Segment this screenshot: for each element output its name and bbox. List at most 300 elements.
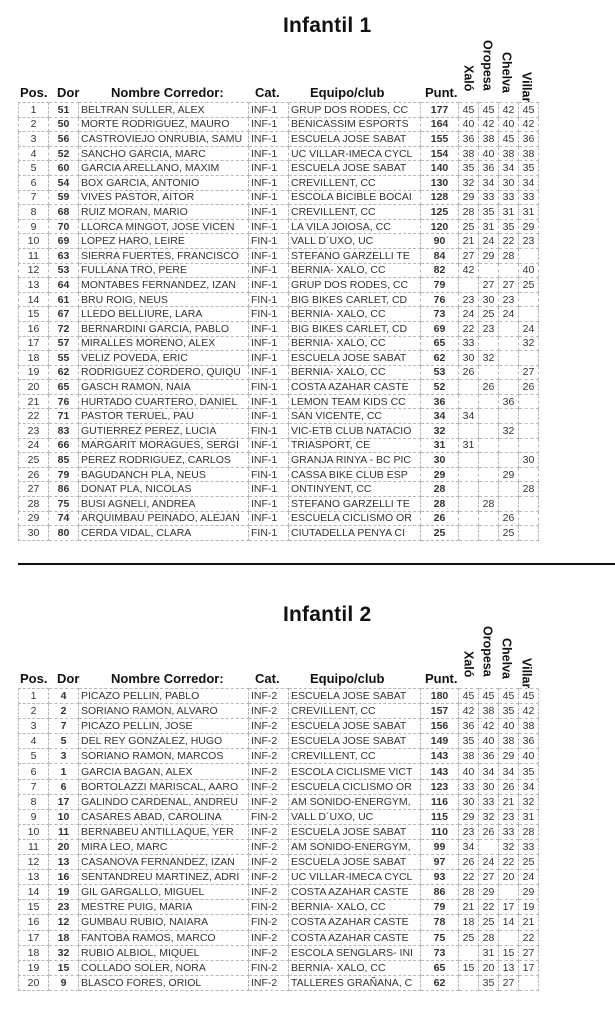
race-score-oropesa: 23 (479, 321, 499, 336)
race-score-oropesa: 29 (479, 248, 499, 263)
race-score-oropesa: 40 (479, 734, 499, 749)
bib-number-cell: 69 (49, 234, 79, 249)
race-score-xalo: 34 (459, 409, 479, 424)
position-cell: 19 (19, 960, 49, 975)
bib-number-cell: 16 (49, 870, 79, 885)
team-cell: BIG BIKES CARLET, CD (289, 321, 421, 336)
team-cell: AM SONIDO-ENERGYM, (289, 794, 421, 809)
race-score-oropesa (479, 365, 499, 380)
bib-number-cell: 80 (49, 526, 79, 541)
race-score-villar: 31 (519, 809, 539, 824)
table-row (19, 482, 539, 497)
team-cell: LEMON TEAM KIDS CC (289, 394, 421, 409)
race-score-xalo (459, 526, 479, 541)
team-cell: STEFANO GARZELLI TE (289, 497, 421, 512)
team-cell: ESCOLA CICLISME VICT (289, 764, 421, 779)
rider-name-cell: VIVES PASTOR, AITOR (79, 190, 249, 205)
rider-name-cell: BELTRAN SULLER, ALEX (79, 103, 249, 118)
bib-number-cell: 20 (49, 839, 79, 854)
category-cell: INF-1 (249, 117, 289, 132)
race-score-oropesa: 25 (479, 307, 499, 322)
bib-number-cell: 56 (49, 132, 79, 147)
table-row (19, 117, 539, 132)
race-score-xalo: 32 (459, 175, 479, 190)
category-cell: INF-1 (249, 219, 289, 234)
race-score-oropesa (479, 526, 499, 541)
team-cell: COSTA AZAHAR CASTE (289, 915, 421, 930)
race-score-xalo: 23 (459, 292, 479, 307)
race-score-chelva: 40 (499, 117, 519, 132)
results-table (18, 102, 539, 541)
rider-name-cell: BORTOLAZZI MARISCAL, AARO (79, 779, 249, 794)
race-score-oropesa (479, 438, 499, 453)
team-cell: BERNIA- XALO, CC (289, 307, 421, 322)
race-score-chelva (499, 351, 519, 366)
team-cell: ESCUELA JOSE SABAT (289, 351, 421, 366)
bib-number-cell: 86 (49, 482, 79, 497)
race-score-villar: 36 (519, 132, 539, 147)
rider-name-cell: HURTADO CUARTERO, DANIEL (79, 394, 249, 409)
race-score-villar (519, 526, 539, 541)
points-cell: 120 (421, 219, 459, 234)
race-score-villar (519, 248, 539, 263)
bib-number-cell: 61 (49, 292, 79, 307)
rider-name-cell: SANCHO GARCIA, MARC (79, 146, 249, 161)
position-cell: 11 (19, 839, 49, 854)
rider-name-cell: ARQUIMBAU PEINADO, ALEJAN (79, 511, 249, 526)
race-score-villar: 25 (519, 855, 539, 870)
position-cell: 17 (19, 930, 49, 945)
bib-number-cell: 32 (49, 945, 79, 960)
bib-number-cell: 13 (49, 855, 79, 870)
rider-name-cell: LLEDO BELLIURE, LARA (79, 307, 249, 322)
position-cell: 9 (19, 809, 49, 824)
points-cell: 180 (421, 689, 459, 704)
rider-name-cell: BOX GARCIA, ANTONIO (79, 175, 249, 190)
race-score-villar: 32 (519, 794, 539, 809)
rider-name-cell: DEL REY GONZALEZ, HUGO (79, 734, 249, 749)
race-score-villar: 34 (519, 175, 539, 190)
race-score-villar: 28 (519, 824, 539, 839)
race-score-chelva: 45 (499, 132, 519, 147)
race-score-oropesa: 32 (479, 351, 499, 366)
race-score-xalo (459, 482, 479, 497)
race-score-chelva: 34 (499, 764, 519, 779)
position-cell: 23 (19, 424, 49, 439)
rider-name-cell: CERDA VIDAL, CLARA (79, 526, 249, 541)
team-cell: ESCUELA CICLISMO OR (289, 779, 421, 794)
position-cell: 20 (19, 975, 49, 990)
race-score-villar (519, 394, 539, 409)
race-score-xalo: 21 (459, 900, 479, 915)
race-score-oropesa (479, 394, 499, 409)
position-cell: 25 (19, 453, 49, 468)
rider-name-cell: PICAZO PELLIN, PABLO (79, 689, 249, 704)
points-cell: 53 (421, 365, 459, 380)
points-cell: 52 (421, 380, 459, 395)
points-cell: 30 (421, 453, 459, 468)
team-cell: VALL D´UXO, UC (289, 234, 421, 249)
position-cell: 3 (19, 132, 49, 147)
race-score-chelva: 27 (499, 278, 519, 293)
rider-name-cell: FULLANA TRO, PERE (79, 263, 249, 278)
team-cell: ESCUELA JOSE SABAT (289, 734, 421, 749)
race-score-villar (519, 975, 539, 990)
category-cell: INF-2 (249, 779, 289, 794)
table-row (19, 824, 539, 839)
team-cell: BENICASSIM ESPORTS (289, 117, 421, 132)
race-score-chelva: 20 (499, 870, 519, 885)
position-cell: 11 (19, 248, 49, 263)
team-cell: BERNIA- XALO, CC (289, 900, 421, 915)
race-score-xalo: 36 (459, 719, 479, 734)
bib-number-cell: 51 (49, 103, 79, 118)
category-cell: INF-1 (249, 453, 289, 468)
team-cell: STEFANO GARZELLI TE (289, 248, 421, 263)
position-cell: 4 (19, 734, 49, 749)
bib-number-cell: 6 (49, 779, 79, 794)
points-cell: 79 (421, 900, 459, 915)
bib-number-cell: 5 (49, 734, 79, 749)
position-cell: 10 (19, 824, 49, 839)
race-score-oropesa: 34 (479, 764, 499, 779)
race-score-chelva: 26 (499, 779, 519, 794)
table-row (19, 915, 539, 930)
rider-name-cell: SIERRA FUERTES, FRANCISCO (79, 248, 249, 263)
race-score-chelva (499, 482, 519, 497)
position-cell: 15 (19, 900, 49, 915)
race-score-villar (519, 307, 539, 322)
race-score-villar: 19 (519, 900, 539, 915)
category-cell: INF-1 (249, 409, 289, 424)
race-score-villar: 42 (519, 117, 539, 132)
table-row (19, 219, 539, 234)
race-score-xalo: 28 (459, 205, 479, 220)
table-row (19, 380, 539, 395)
table-row (19, 205, 539, 220)
bib-number-cell: 18 (49, 930, 79, 945)
points-cell: 97 (421, 855, 459, 870)
race-score-chelva (499, 497, 519, 512)
rider-name-cell: LOPEZ HARO, LEIRE (79, 234, 249, 249)
race-score-villar (519, 424, 539, 439)
points-cell: 154 (421, 146, 459, 161)
race-score-xalo: 21 (459, 234, 479, 249)
header-pos: Pos. (20, 85, 48, 100)
category-cell: FIN-2 (249, 915, 289, 930)
bib-number-cell: 68 (49, 205, 79, 220)
race-score-villar (519, 351, 539, 366)
bib-number-cell: 1 (49, 764, 79, 779)
position-cell: 7 (19, 779, 49, 794)
position-cell: 5 (19, 749, 49, 764)
race-score-xalo: 33 (459, 336, 479, 351)
position-cell: 14 (19, 292, 49, 307)
race-score-villar: 38 (519, 146, 539, 161)
rider-name-cell: GUTIERREZ PEREZ, LUCIA (79, 424, 249, 439)
race-score-oropesa: 24 (479, 234, 499, 249)
race-score-xalo: 35 (459, 161, 479, 176)
category-cell: FIN-1 (249, 292, 289, 307)
points-cell: 65 (421, 960, 459, 975)
team-cell: GRUP DOS RODES, CC (289, 278, 421, 293)
header-team: Equipo/club (310, 671, 385, 686)
position-cell: 16 (19, 915, 49, 930)
bib-number-cell: 75 (49, 497, 79, 512)
team-cell: ESCUELA JOSE SABAT (289, 855, 421, 870)
race-score-xalo: 29 (459, 190, 479, 205)
race-score-villar: 30 (519, 453, 539, 468)
race-score-chelva (499, 885, 519, 900)
race-score-chelva: 27 (499, 975, 519, 990)
team-cell: BERNIA- XALO, CC (289, 263, 421, 278)
points-cell: 79 (421, 278, 459, 293)
race-score-chelva: 42 (499, 103, 519, 118)
race-score-chelva: 26 (499, 511, 519, 526)
points-cell: 34 (421, 409, 459, 424)
table-row (19, 779, 539, 794)
team-cell: TALLERES GRAÑANA, C (289, 975, 421, 990)
race-score-villar: 42 (519, 704, 539, 719)
race-score-xalo: 31 (459, 438, 479, 453)
race-score-villar (519, 438, 539, 453)
bib-number-cell: 4 (49, 689, 79, 704)
rider-name-cell: SORIANO RAMON, ALVARO (79, 704, 249, 719)
race-score-chelva (499, 409, 519, 424)
race-score-oropesa: 42 (479, 117, 499, 132)
race-score-oropesa: 33 (479, 794, 499, 809)
race-score-xalo (459, 945, 479, 960)
race-score-chelva: 15 (499, 945, 519, 960)
table-row (19, 497, 539, 512)
race-score-villar: 28 (519, 482, 539, 497)
team-cell: COSTA AZAHAR CASTE (289, 930, 421, 945)
race-score-xalo: 40 (459, 764, 479, 779)
race-score-oropesa: 20 (479, 960, 499, 975)
race-score-xalo (459, 975, 479, 990)
category-cell: INF-2 (249, 734, 289, 749)
category-cell: INF-2 (249, 704, 289, 719)
category-cell: INF-1 (249, 438, 289, 453)
race-score-chelva: 38 (499, 146, 519, 161)
position-cell: 12 (19, 263, 49, 278)
race-score-oropesa: 25 (479, 915, 499, 930)
category-cell: INF-2 (249, 749, 289, 764)
bib-number-cell: 12 (49, 915, 79, 930)
race-score-villar: 24 (519, 321, 539, 336)
team-cell: SAN VICENTE, CC (289, 409, 421, 424)
points-cell: 143 (421, 749, 459, 764)
points-cell: 155 (421, 132, 459, 147)
rider-name-cell: COLLADO SOLER, NORA (79, 960, 249, 975)
rider-name-cell: BERNARDINI GARCIA, PABLO (79, 321, 249, 336)
rider-name-cell: PEREZ RODRIGUEZ, CARLOS (79, 453, 249, 468)
team-cell: ONTINYENT, CC (289, 482, 421, 497)
table-row (19, 292, 539, 307)
team-cell: CREVILLENT, CC (289, 749, 421, 764)
race-score-oropesa: 26 (479, 824, 499, 839)
bib-number-cell: 10 (49, 809, 79, 824)
rider-name-cell: FANTOBA RAMOS, MARCO (79, 930, 249, 945)
bib-number-cell: 72 (49, 321, 79, 336)
race-score-villar: 33 (519, 839, 539, 854)
race-score-xalo (459, 380, 479, 395)
race-score-oropesa (479, 409, 499, 424)
team-cell: BERNIA- XALO, CC (289, 365, 421, 380)
table-row (19, 885, 539, 900)
bib-number-cell: 65 (49, 380, 79, 395)
team-cell: VIC-ETB CLUB NATACIO (289, 424, 421, 439)
points-cell: 90 (421, 234, 459, 249)
bib-number-cell: 59 (49, 190, 79, 205)
race-score-chelva (499, 321, 519, 336)
position-cell: 21 (19, 394, 49, 409)
rider-name-cell: GARCIA ARELLANO, MAXIM (79, 161, 249, 176)
category-cell: FIN-1 (249, 467, 289, 482)
race-score-xalo: 22 (459, 870, 479, 885)
race-score-xalo: 34 (459, 839, 479, 854)
points-cell: 156 (421, 719, 459, 734)
race-score-xalo: 33 (459, 779, 479, 794)
race-score-xalo (459, 453, 479, 468)
race-score-chelva (499, 336, 519, 351)
points-cell: 73 (421, 307, 459, 322)
category-cell: INF-2 (249, 855, 289, 870)
race-score-villar: 32 (519, 336, 539, 351)
rider-name-cell: PASTOR TERUEL, PAU (79, 409, 249, 424)
race-score-chelva: 22 (499, 234, 519, 249)
rider-name-cell: MIRA LEO, MARC (79, 839, 249, 854)
rider-name-cell: MARGARIT MORAGUES, SERGI (79, 438, 249, 453)
position-cell: 6 (19, 764, 49, 779)
team-cell: BERNIA- XALO, CC (289, 960, 421, 975)
race-score-xalo (459, 424, 479, 439)
points-cell: 116 (421, 794, 459, 809)
category-cell: INF-1 (249, 248, 289, 263)
table-row (19, 930, 539, 945)
table-row (19, 719, 539, 734)
race-score-xalo: 15 (459, 960, 479, 975)
position-cell: 8 (19, 794, 49, 809)
race-score-xalo: 30 (459, 794, 479, 809)
rider-name-cell: VELIZ POVEDA, ERIC (79, 351, 249, 366)
race-score-oropesa: 38 (479, 132, 499, 147)
table-row (19, 526, 539, 541)
bib-number-cell: 63 (49, 248, 79, 263)
category-cell: FIN-1 (249, 424, 289, 439)
category-cell: INF-1 (249, 321, 289, 336)
race-score-chelva: 32 (499, 839, 519, 854)
points-cell: 115 (421, 809, 459, 824)
race-score-oropesa: 30 (479, 779, 499, 794)
rider-name-cell: GARCIA BAGAN, ALEX (79, 764, 249, 779)
category-cell: FIN-2 (249, 960, 289, 975)
points-cell: 36 (421, 394, 459, 409)
race-score-oropesa: 28 (479, 497, 499, 512)
bib-number-cell: 50 (49, 117, 79, 132)
team-cell: BIG BIKES CARLET, CD (289, 292, 421, 307)
rider-name-cell: MESTRE PUIG, MARIA (79, 900, 249, 915)
rider-name-cell: BUSI AGNELI, ANDREA (79, 497, 249, 512)
table-row (19, 175, 539, 190)
team-cell: ESCUELA CICLISMO OR (289, 511, 421, 526)
position-cell: 3 (19, 719, 49, 734)
race-score-oropesa: 26 (479, 380, 499, 395)
race-score-oropesa: 32 (479, 809, 499, 824)
points-cell: 26 (421, 511, 459, 526)
bib-number-cell: 17 (49, 794, 79, 809)
position-cell: 7 (19, 190, 49, 205)
race-score-chelva: 30 (499, 175, 519, 190)
race-score-oropesa: 45 (479, 103, 499, 118)
position-cell: 22 (19, 409, 49, 424)
race-score-villar: 21 (519, 915, 539, 930)
race-score-villar: 29 (519, 885, 539, 900)
category-cell: INF-1 (249, 263, 289, 278)
rider-name-cell: GASCH RAMON, NAIA (79, 380, 249, 395)
position-cell: 4 (19, 146, 49, 161)
category-cell: FIN-1 (249, 307, 289, 322)
bib-number-cell: 11 (49, 824, 79, 839)
points-cell: 86 (421, 885, 459, 900)
table-row (19, 234, 539, 249)
race-score-chelva: 35 (499, 704, 519, 719)
table-row (19, 453, 539, 468)
race-score-villar (519, 497, 539, 512)
points-cell: 29 (421, 467, 459, 482)
race-score-xalo: 26 (459, 365, 479, 380)
points-cell: 130 (421, 175, 459, 190)
race-score-oropesa: 24 (479, 855, 499, 870)
position-cell: 16 (19, 321, 49, 336)
points-cell: 28 (421, 497, 459, 512)
race-score-oropesa: 27 (479, 278, 499, 293)
race-score-oropesa (479, 467, 499, 482)
points-cell: 84 (421, 248, 459, 263)
position-cell: 15 (19, 307, 49, 322)
bib-number-cell: 64 (49, 278, 79, 293)
points-cell: 69 (421, 321, 459, 336)
category-cell: INF-1 (249, 205, 289, 220)
race-score-xalo: 30 (459, 351, 479, 366)
race-score-xalo: 45 (459, 689, 479, 704)
bib-number-cell: 79 (49, 467, 79, 482)
race-score-villar: 22 (519, 930, 539, 945)
race-score-oropesa: 27 (479, 870, 499, 885)
bib-number-cell: 70 (49, 219, 79, 234)
points-cell: 164 (421, 117, 459, 132)
table-row (19, 900, 539, 915)
points-cell: 76 (421, 292, 459, 307)
team-cell: CIUTADELLA PENYA CI (289, 526, 421, 541)
race-score-villar: 27 (519, 945, 539, 960)
bib-number-cell: 60 (49, 161, 79, 176)
points-cell: 32 (421, 424, 459, 439)
category-cell: INF-2 (249, 975, 289, 990)
race-score-villar: 23 (519, 234, 539, 249)
bib-number-cell: 2 (49, 704, 79, 719)
race-score-chelva: 29 (499, 467, 519, 482)
header-name: Nombre Corredor: (111, 85, 224, 100)
bib-number-cell: 19 (49, 885, 79, 900)
rider-name-cell: RUBIO ALBIOL, MIQUEL (79, 945, 249, 960)
race-score-xalo: 24 (459, 307, 479, 322)
header-dor: Dor (57, 85, 80, 100)
category-cell: INF-2 (249, 719, 289, 734)
position-cell: 29 (19, 511, 49, 526)
race-score-chelva: 13 (499, 960, 519, 975)
race-score-xalo: 35 (459, 734, 479, 749)
